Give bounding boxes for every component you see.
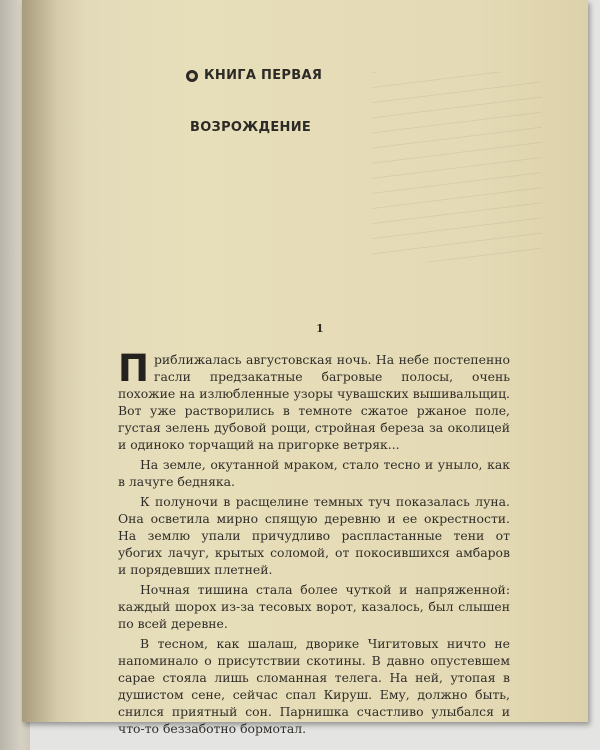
book-label-text: КНИГА ПЕРВАЯ bbox=[204, 68, 323, 83]
paragraph: Ночная тишина стала более чуткой и напряженной: каждый шорох из-за тесовых ворот, казалось, был слышен по всей деревне. bbox=[118, 582, 510, 631]
paragraph: На земле, окутанной мраком, стало тесно и уныло, как в лачуге бедняка. bbox=[118, 457, 510, 489]
book-label bbox=[186, 68, 322, 83]
part-title: ВОЗРОЖДЕНИЕ bbox=[190, 120, 312, 135]
paragraph: В тесном, как шалаш, дворике Чигитовых ничто не напоминало о присутствии скотины. В давно опустевшем сарае стояла лишь сломанная телега. На ней, утопая в душистом сене, сейчас спал Кируш. Ему, должно быть, снился приятный сон. Парнишка счастливо улыбался и что-то беззаботно бормотал. bbox=[118, 636, 510, 736]
spine-shadow bbox=[22, 0, 86, 722]
paragraph: К полуночи в расщелине темных туч показалась луна. Она осветила мирно спящую деревню и ее окрестности. На землю упали причудливо распластанные тени от убогих лачуг, крытых соломой, от покосившихся амбаров и порядевших плетней. bbox=[118, 494, 510, 577]
show-through-text bbox=[372, 72, 542, 262]
chapter-number: 1 bbox=[316, 322, 324, 335]
paragraph-text: риближалась августовская ночь. На небе постепенно гасли предзакатные багровые полосы, очень похожие на излюбленные узоры чувашских вышивальщиц. Вот уже растворились в темноте сжатое ржаное поле, густая зелень дубовой рощи, стройная береза за околицей и одиноко торчащий на пригорке ветряк... bbox=[118, 352, 510, 452]
body-text bbox=[118, 347, 510, 740]
drop-cap: П bbox=[118, 347, 149, 390]
ornament-icon bbox=[186, 70, 198, 82]
paragraph bbox=[118, 347, 510, 453]
